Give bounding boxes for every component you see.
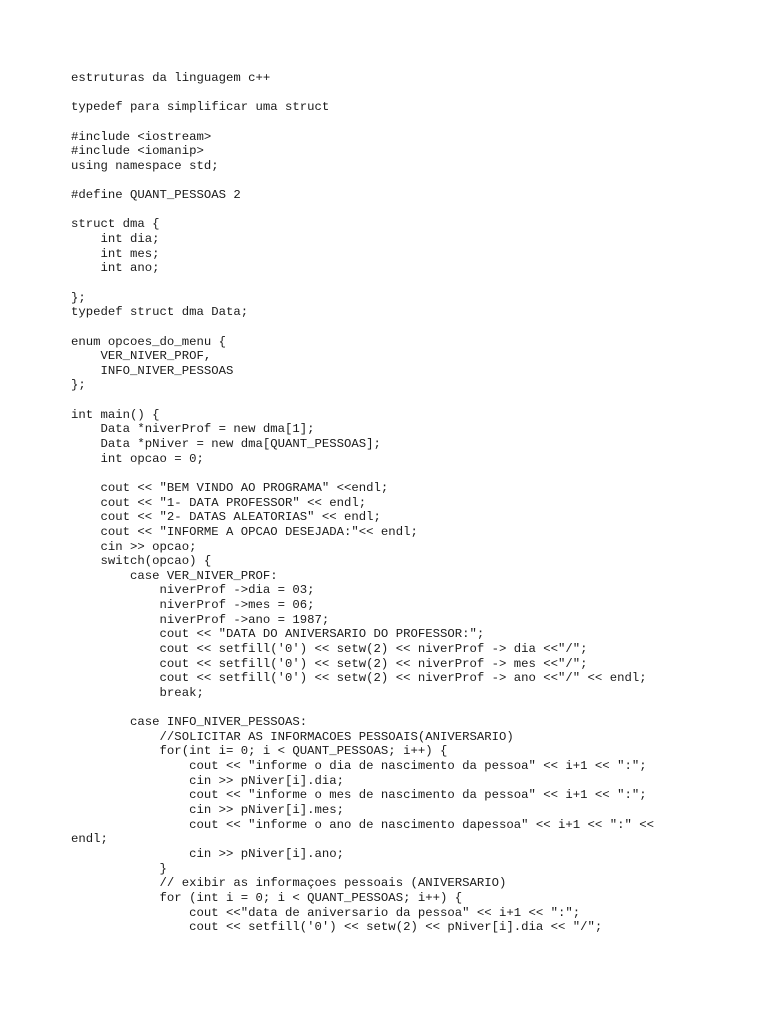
code-line <box>71 701 731 716</box>
code-line: cout << setfill('0') << setw(2) << pNiver[i].dia << "/"; <box>71 920 603 935</box>
code-line: #include <iostream> <box>71 129 212 144</box>
code-line <box>71 115 731 130</box>
code-line: cout << setfill('0') << setw(2) << niverProf -> dia <<"/"; <box>71 641 588 656</box>
code-line: int opcao = 0; <box>71 451 204 466</box>
code-line: }; <box>71 290 86 305</box>
code-line: cin >> pNiver[i].ano; <box>71 846 345 861</box>
code-line: for (int i = 0; i < QUANT_PESSOAS; i++) { <box>71 890 463 905</box>
code-line: switch(opcao) { <box>71 554 212 569</box>
code-line: struct dma { <box>71 217 160 232</box>
code-line: #include <iomanip> <box>71 144 204 159</box>
code-line: }; <box>71 378 86 393</box>
code-line: int main() { <box>71 407 160 422</box>
code-line: enum opcoes_do_menu { <box>71 334 226 349</box>
code-line: cin >> opcao; <box>71 539 197 554</box>
code-line: // exibir as informaçoes pessoais (ANIVERSARIO) <box>71 876 507 891</box>
code-line: cin >> pNiver[i].dia; <box>71 773 345 788</box>
code-line: cout << setfill('0') << setw(2) << niverProf -> mes <<"/"; <box>71 656 588 671</box>
code-line: break; <box>71 685 204 700</box>
code-line: using namespace std; <box>71 158 219 173</box>
code-line <box>71 86 731 101</box>
code-line: cout << "informe o mes de nascimento da pessoa" << i+1 << ":"; <box>71 788 647 803</box>
code-line <box>71 276 731 291</box>
code-line <box>71 173 731 188</box>
code-line: cout << "2- DATAS ALEATORIAS" << endl; <box>71 510 381 525</box>
code-line: Data *niverProf = new dma[1]; <box>71 422 315 437</box>
code-line: estruturas da linguagem c++ <box>71 71 271 85</box>
code-line: cout << setfill('0') << setw(2) << niverProf -> ano <<"/" << endl; <box>71 671 647 686</box>
code-line <box>71 466 731 481</box>
code-line: INFO_NIVER_PESSOAS <box>71 363 234 378</box>
code-line <box>71 320 731 335</box>
code-text-block <box>71 71 731 935</box>
code-line: for(int i= 0; i < QUANT_PESSOAS; i++) { <box>71 744 448 759</box>
code-line: Data *pNiver = new dma[QUANT_PESSOAS]; <box>71 437 381 452</box>
code-line <box>71 203 731 218</box>
code-line: niverProf ->dia = 03; <box>71 583 315 598</box>
code-line: niverProf ->mes = 06; <box>71 598 315 613</box>
code-line: cout <<"data de aniversario da pessoa" << i+1 << ":"; <box>71 905 581 920</box>
code-line: case INFO_NIVER_PESSOAS: <box>71 715 308 730</box>
code-line: VER_NIVER_PROF, <box>71 349 212 364</box>
code-line: typedef para simplificar uma struct <box>71 100 330 115</box>
code-line: niverProf ->ano = 1987; <box>71 612 330 627</box>
code-line: endl; <box>71 832 108 847</box>
code-line: cout << "INFORME A OPCAO DESEJADA:"<< endl; <box>71 524 418 539</box>
code-line: int mes; <box>71 246 160 261</box>
code-line: int ano; <box>71 261 160 276</box>
code-line: cout << "BEM VINDO AO PROGRAMA" <<endl; <box>71 480 389 495</box>
code-line: cin >> pNiver[i].mes; <box>71 803 345 818</box>
code-line: case VER_NIVER_PROF: <box>71 568 278 583</box>
code-line: int dia; <box>71 232 160 247</box>
code-line: cout << "1- DATA PROFESSOR" << endl; <box>71 495 367 510</box>
code-line: #define QUANT_PESSOAS 2 <box>71 188 241 203</box>
code-line <box>71 393 731 408</box>
code-line: } <box>71 861 167 876</box>
code-line: cout << "informe o ano de nascimento dapessoa" << i+1 << ":" << <box>71 817 654 832</box>
code-line: cout << "informe o dia de nascimento da pessoa" << i+1 << ":"; <box>71 759 647 774</box>
code-line: typedef struct dma Data; <box>71 305 249 320</box>
code-line: //SOLICITAR AS INFORMACOES PESSOAIS(ANIVERSARIO) <box>71 729 514 744</box>
code-line: cout << "DATA DO ANIVERSARIO DO PROFESSOR:"; <box>71 627 485 642</box>
